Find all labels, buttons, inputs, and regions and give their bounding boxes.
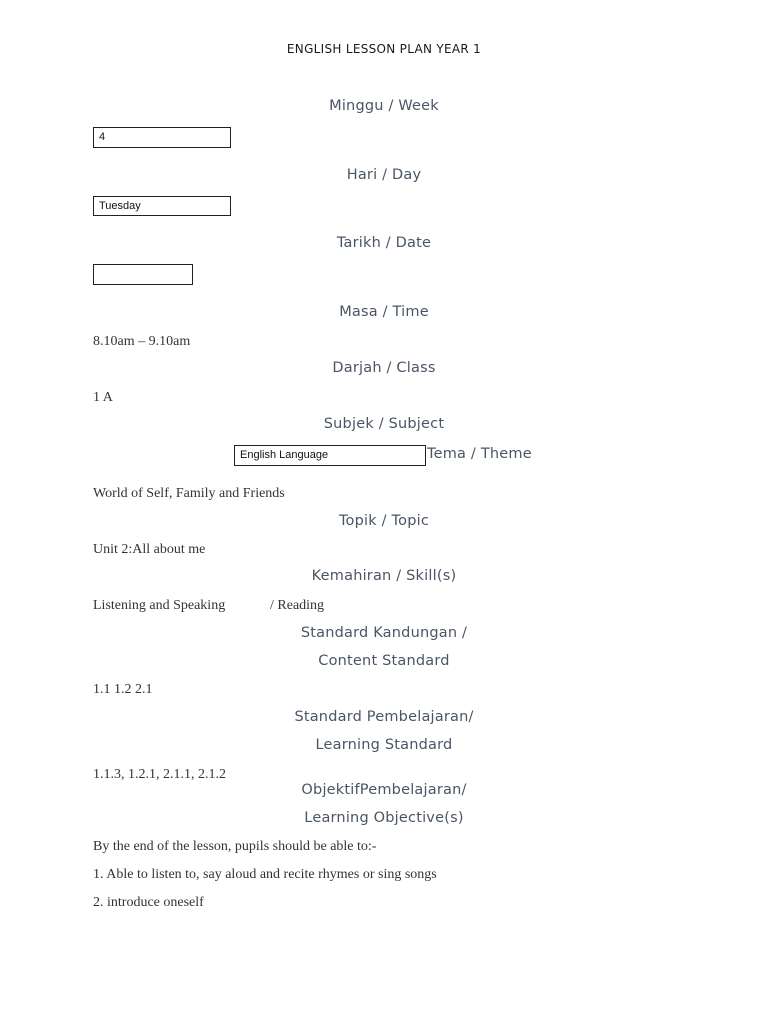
learning-standard-label-line1: Standard Pembelajaran/ bbox=[294, 709, 474, 725]
time-label: Masa / Time bbox=[339, 304, 429, 320]
learning-objective-label-line1: ObjektifPembelajaran/ bbox=[301, 782, 467, 798]
learning-objective-intro: By the end of the lesson, pupils should be able to:- bbox=[93, 839, 377, 854]
date-label: Tarikh / Date bbox=[336, 235, 432, 251]
subject-field[interactable]: English Language bbox=[234, 445, 426, 466]
learning-objective-item: 1. Able to listen to, say aloud and recite rhymes or sing songs bbox=[93, 867, 437, 882]
class-label: Darjah / Class bbox=[332, 360, 436, 376]
day-label: Hari / Day bbox=[346, 167, 422, 183]
content-standard-label-line2: Content Standard bbox=[318, 653, 450, 669]
learning-standard-label-line2: Learning Standard bbox=[315, 737, 453, 753]
date-field[interactable] bbox=[93, 264, 193, 285]
theme-label: Tema / Theme bbox=[427, 446, 532, 462]
learning-objective-item: 2. introduce oneself bbox=[93, 895, 204, 910]
skills-label: Kemahiran / Skill(s) bbox=[311, 568, 457, 584]
content-standard-value: 1.1 1.2 2.1 bbox=[93, 682, 153, 697]
theme-value: World of Self, Family and Friends bbox=[93, 486, 285, 501]
day-field[interactable]: Tuesday bbox=[93, 196, 231, 216]
week-label: Minggu / Week bbox=[329, 98, 439, 114]
topic-value: Unit 2:All about me bbox=[93, 542, 206, 557]
time-value: 8.10am – 9.10am bbox=[93, 334, 191, 349]
topic-label: Topik / Topic bbox=[338, 513, 430, 529]
learning-standard-value: 1.1.3, 1.2.1, 2.1.1, 2.1.2 bbox=[93, 767, 226, 782]
document-title: ENGLISH LESSON PLAN YEAR 1 bbox=[286, 42, 482, 56]
learning-objective-label-line2: Learning Objective(s) bbox=[304, 810, 464, 826]
class-value: 1 A bbox=[93, 390, 113, 405]
week-field[interactable]: 4 bbox=[93, 127, 231, 148]
skills-value-listening-speaking: Listening and Speaking bbox=[93, 598, 226, 613]
skills-value-reading: / Reading bbox=[270, 598, 325, 613]
subject-label: Subjek / Subject bbox=[323, 416, 445, 432]
content-standard-label-line1: Standard Kandungan / bbox=[300, 625, 468, 641]
